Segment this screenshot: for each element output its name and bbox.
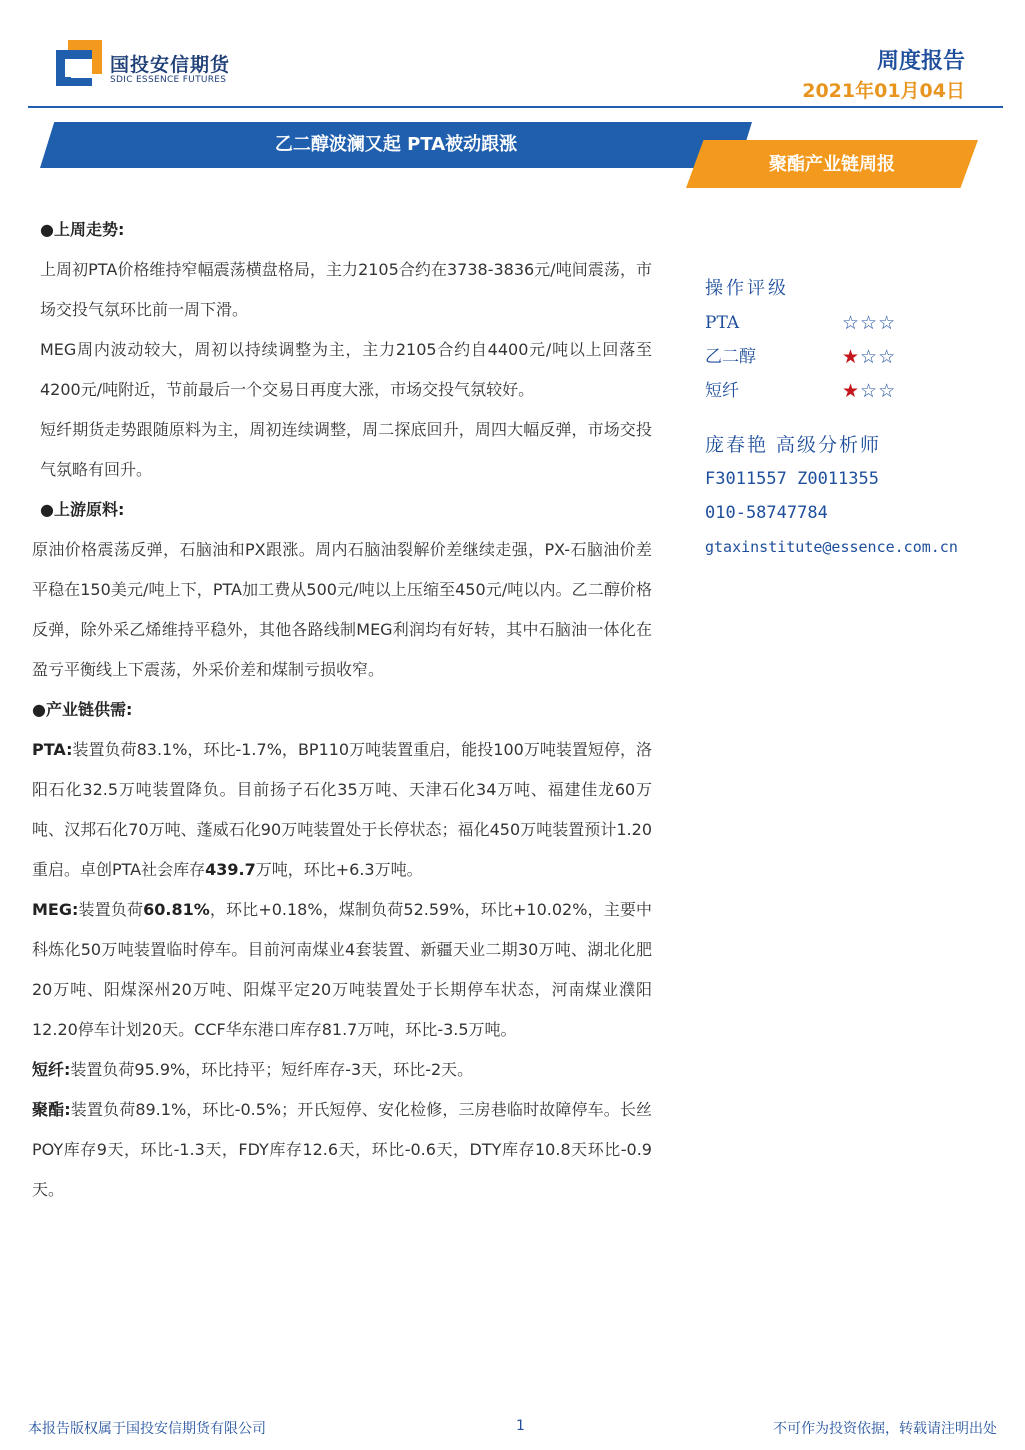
footer-copyright: 本报告版权属于国投安信期货有限公司: [28, 1421, 266, 1437]
section-heading-weekly: ●上周走势:: [40, 220, 125, 239]
section-heading-upstream: ●上游原料:: [40, 500, 125, 519]
brand-name-en: SDIC ESSENCE FUTURES: [110, 75, 227, 85]
rating-name: 乙二醇: [705, 347, 756, 367]
star-filled-icon: ★: [842, 380, 861, 402]
pta-supply-text-c: 万吨，环比+6.3万吨。: [255, 860, 423, 879]
rating-row-meg: [705, 340, 1015, 374]
paragraph-pta-supply: [32, 730, 652, 890]
star-rating-icon: [842, 340, 896, 374]
star-empty-icon: ☆: [842, 312, 861, 334]
report-category: 聚酯产业链周报: [769, 154, 895, 175]
paragraph-meg-supply: [32, 890, 652, 1050]
meg-supply-text-a: 装置负荷: [78, 900, 144, 919]
analyst-name: 庞春艳 高级分析师: [705, 434, 882, 456]
paragraph-psf-trend: 短纤期货走势跟随原料为主，周初连续调整，周二探底回升，周四大幅反弹，市场交投气氛略有回升。: [40, 420, 652, 479]
analyst-phone: 010-58747784: [705, 503, 828, 523]
star-empty-icon: ☆: [878, 346, 897, 368]
star-empty-icon: ☆: [860, 346, 879, 368]
report-body: [32, 210, 652, 1210]
rating-name: PTA: [705, 313, 740, 333]
section-heading-chain: ●产业链供需:: [32, 700, 133, 719]
paragraph-upstream: 原油价格震荡反弹，石脑油和PX跟涨。周内石脑油裂解价差继续走强，PX-石脑油价差平稳在150美元/吨上下，PTA加工费从500元/吨以上压缩至450元/吨以内。乙二醇价格反弹，除外采乙烯维持平稳外，其他各路线制MEG利润均有好转，其中石脑油一体化在盈亏平衡线上下震荡，外采价差和煤制亏损收窄。: [32, 540, 652, 679]
label-meg: MEG:: [32, 900, 79, 919]
report-type: 周度报告: [876, 49, 965, 74]
star-empty-icon: ☆: [860, 312, 879, 334]
star-empty-icon: ☆: [878, 380, 897, 402]
label-pta: PTA:: [32, 740, 73, 759]
rating-title: 操作评级: [705, 278, 789, 299]
report-date: 2021年01月04日: [802, 80, 965, 102]
rating-name: 短纤: [705, 381, 739, 401]
rating-row-pta: [705, 306, 1015, 340]
header-divider: [28, 106, 1003, 108]
paragraph-psf-supply: [32, 1050, 652, 1090]
rating-row-psf: [705, 374, 1015, 408]
star-rating-icon: [842, 374, 896, 408]
star-rating-icon: [842, 306, 896, 340]
star-empty-icon: ☆: [860, 380, 879, 402]
brand-name-cn: 国投安信期货: [110, 54, 231, 76]
pta-supply-text-a: 装置负荷83.1%，环比-1.7%，BP110万吨装置重启，能投100万吨装置短停，洛阳石化32.5万吨装置降负。目前扬子石化35万吨、天津石化34万吨、福建佳龙60万吨、汉邦石化70万吨、蓬威石化90万吨装置处于长停状态；福化450万吨装置预计1.20重启。卓创PTA社会库存: [32, 740, 652, 879]
sidebar: [705, 272, 1015, 564]
pta-inventory-value: 439.7: [205, 860, 256, 879]
label-polyester: 聚酯:: [32, 1100, 71, 1119]
meg-supply-text-c: ，环比+0.18%，煤制负荷52.59%，环比+10.02%，主要中科炼化50万吨装置临时停车。目前河南煤业4套装置、新疆天业二期30万吨、湖北化肥20万吨、阳煤深州20万吨、阳煤平定20万吨装置处于长期停车状态，河南煤业濮阳12.20停车计划20天。CCF华东港口库存81.7万吨，环比-3.5万吨。: [32, 900, 652, 1039]
company-logo: [56, 40, 102, 86]
footer-disclaimer: 不可作为投资依据，转载请注明出处: [773, 1421, 997, 1437]
star-empty-icon: ☆: [878, 312, 897, 334]
page-number: 1: [516, 1418, 525, 1434]
paragraph-meg-trend: MEG周内波动较大，周初以持续调整为主，主力2105合约自4400元/吨以上回落至4200元/吨附近，节前最后一个交易日再度大涨，市场交投气氛较好。: [40, 340, 652, 399]
paragraph-polyester-supply: [32, 1090, 652, 1210]
report-title: 乙二醇波澜又起 PTA被动跟涨: [274, 134, 518, 155]
polyester-supply-text: 装置负荷89.1%，环比-0.5%；开氏短停、安化检修，三房巷临时故障停车。长丝POY库存9天，环比-1.3天，FDY库存12.6天，环比-0.6天，DTY库存10.8天环比-0.9天。: [32, 1100, 652, 1199]
analyst-email[interactable]: gtaxinstitute@essence.com.cn: [705, 538, 958, 556]
label-psf: 短纤:: [32, 1060, 71, 1079]
psf-supply-text: 装置负荷95.9%，环比持平；短纤库存-3天，环比-2天。: [70, 1060, 474, 1079]
meg-load-value: 60.81%: [143, 900, 210, 919]
analyst-license: F3011557 Z0011355: [705, 469, 879, 489]
paragraph-pta-trend: 上周初PTA价格维持窄幅震荡横盘格局，主力2105合约在3738-3836元/吨间震荡，市场交投气氛环比前一周下滑。: [40, 260, 652, 319]
star-filled-icon: ★: [842, 346, 861, 368]
